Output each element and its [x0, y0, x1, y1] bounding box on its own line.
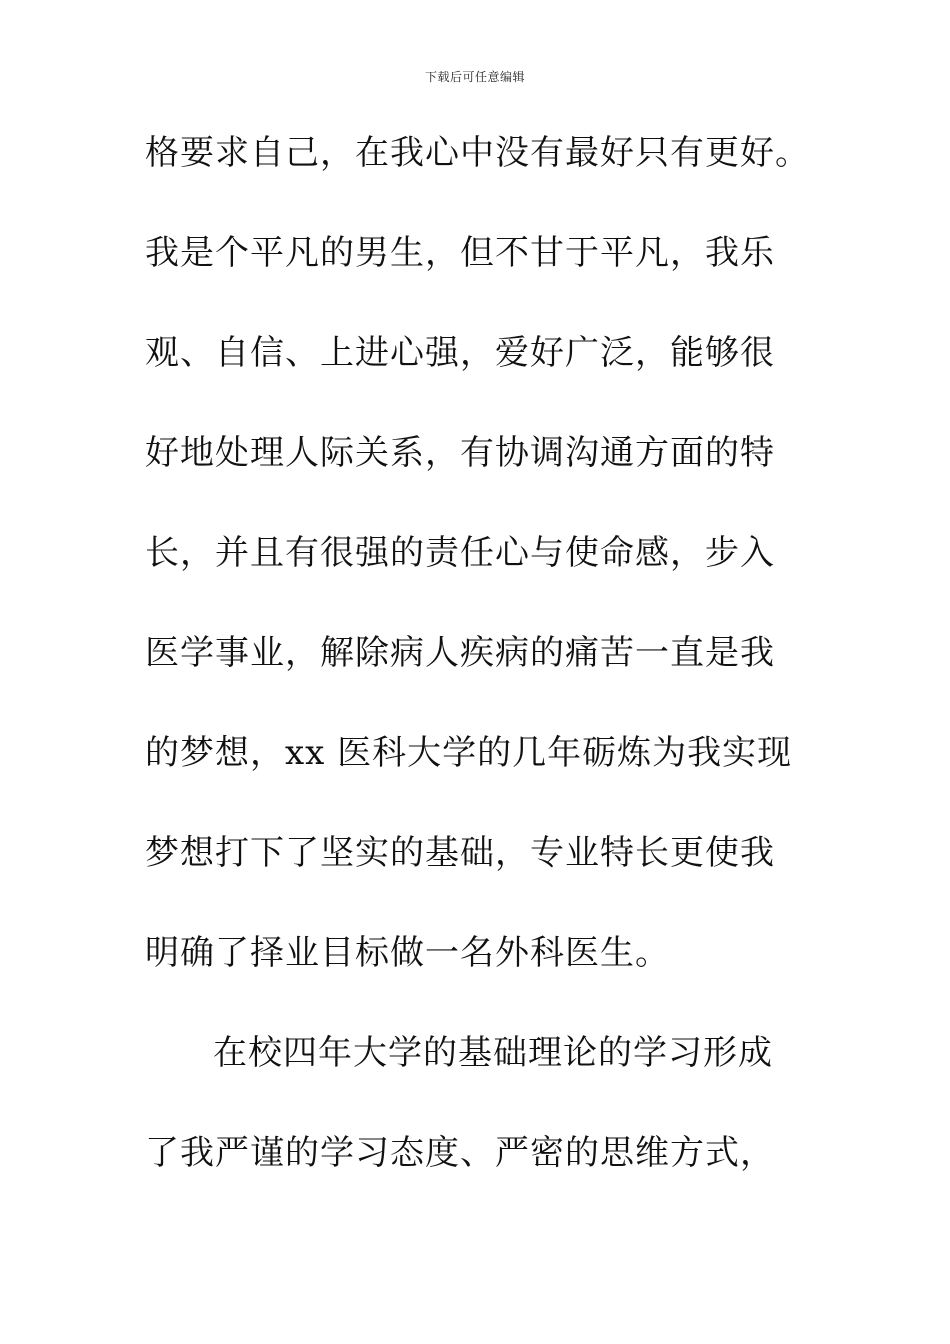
document-body — [145, 128, 825, 1228]
text-line: 了我严谨的学习态度、严密的思维方式， — [145, 1133, 775, 1173]
text-line: 我是个平凡的男生，但不甘于平凡，我乐 — [145, 233, 775, 273]
text-line: 梦想打下了坚实的基础，专业特长更使我 — [145, 833, 775, 873]
text-line: 医学事业，解除病人疾病的痛苦一直是我 — [145, 633, 775, 673]
text-line: 的梦想，xx 医科大学的几年砺炼为我实现 — [145, 733, 793, 773]
page-header: 下载后可任意编辑 — [424, 70, 525, 84]
text-line: 好地处理人际关系，有协调沟通方面的特 — [145, 433, 775, 473]
paragraph-start-line: 在校四年大学的基础理论的学习形成 — [213, 1033, 773, 1073]
text-line: 观、自信、上进心强，爱好广泛，能够很 — [145, 333, 775, 373]
text-line: 长，并且有很强的责任心与使命感，步入 — [145, 533, 775, 573]
text-line: 格要求自己，在我心中没有最好只有更好。 — [145, 133, 810, 173]
text-line: 明确了择业目标做一名外科医生。 — [145, 933, 670, 973]
